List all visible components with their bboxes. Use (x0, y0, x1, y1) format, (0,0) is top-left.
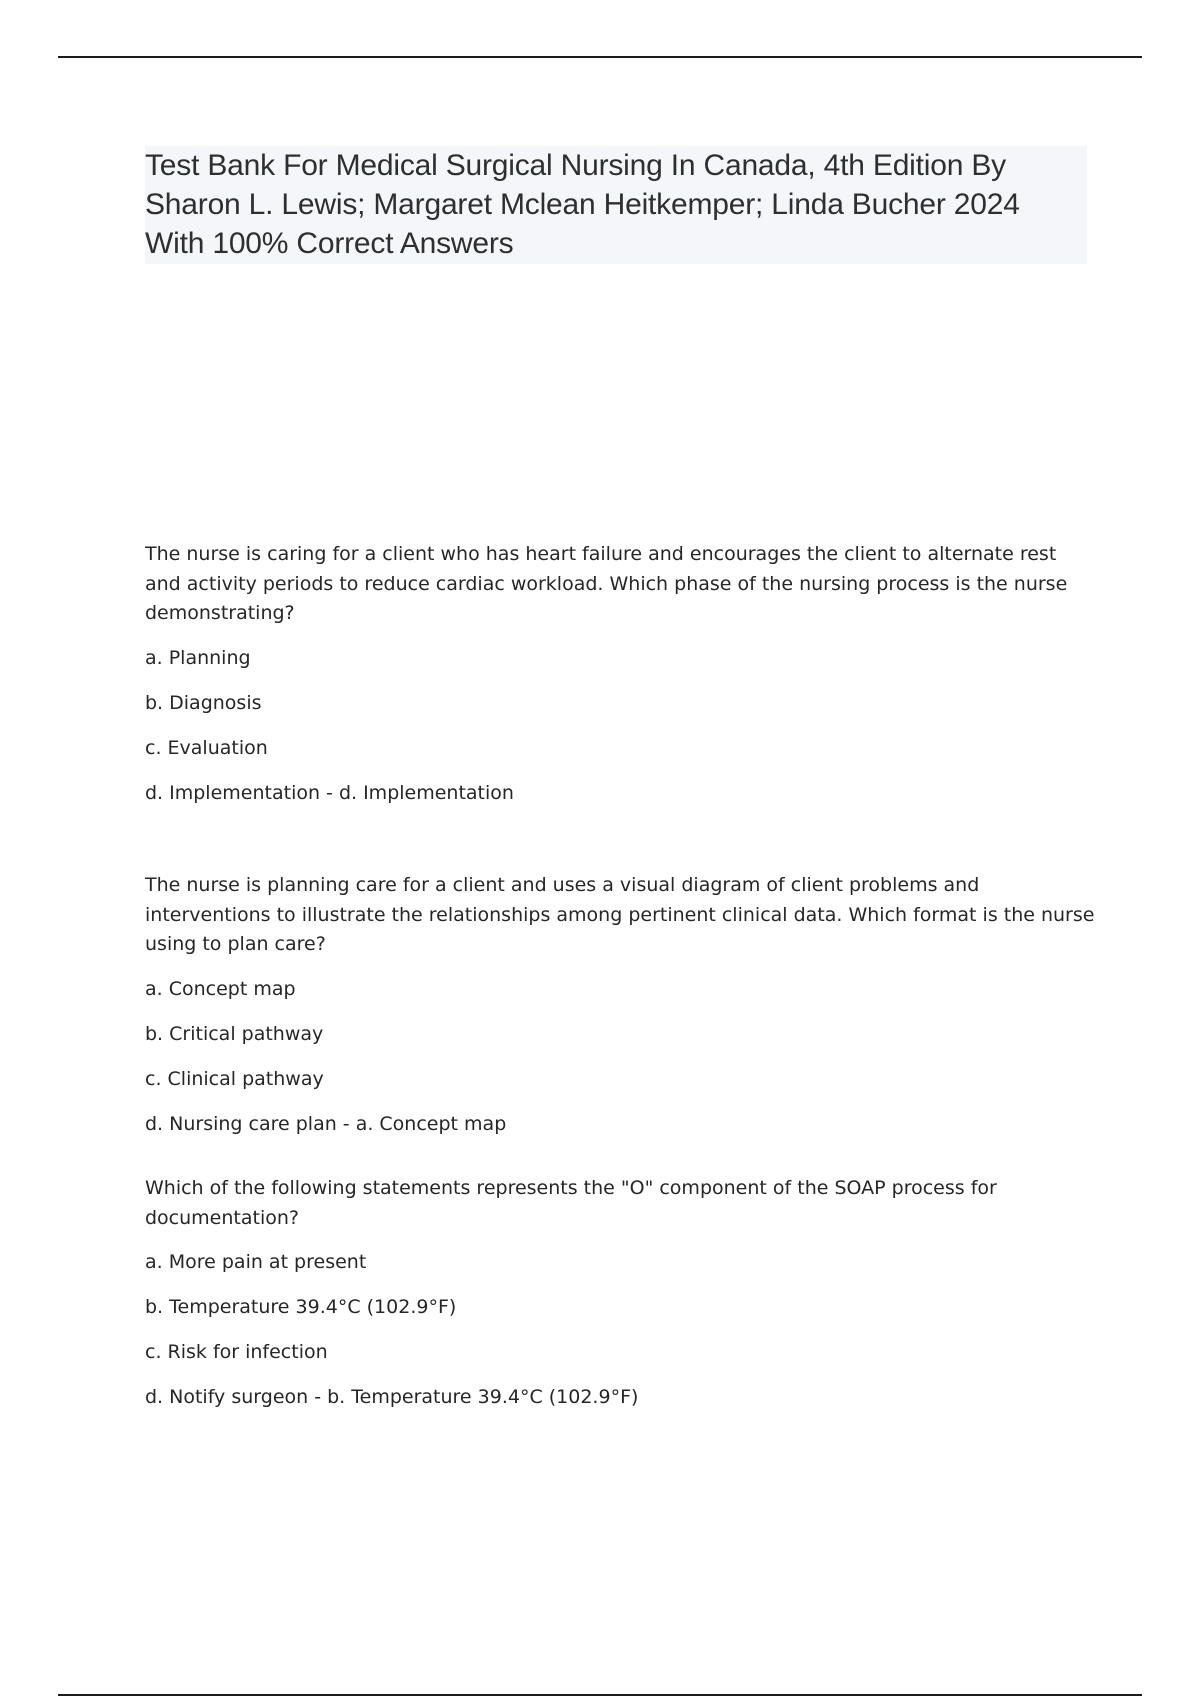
answer-option-d: d. Implementation - d. Implementation (145, 781, 514, 804)
answer-options (145, 644, 1095, 808)
question-3 (145, 1174, 1095, 1412)
answer-option-b: b. Temperature 39.4°C (102.9°F) (145, 1296, 457, 1318)
answer-options (145, 1248, 1095, 1412)
question-stem: The nurse is caring for a client who has heart failure and encourages the client to alternate rest and activity periods to reduce cardiac workload. Which phase of the nursing process is the nurse demonstrating? (145, 543, 1068, 624)
answer-option-c: c. Evaluation (145, 736, 268, 759)
answer-option-b: b. Diagnosis (145, 691, 262, 714)
answer-options (145, 975, 1095, 1139)
question-stem: The nurse is planning care for a client and uses a visual diagram of client problems and interventions to illustrate the relationships among pertinent clinical data. Which format is the nurse using to plan care? (145, 874, 1095, 955)
top-divider (58, 56, 1142, 58)
answer-option-c: c. Clinical pathway (145, 1067, 324, 1090)
question-stem: Which of the following statements represents the "O" component of the SOAP process for documentation? (145, 1177, 997, 1229)
answer-option-a: a. Planning (145, 646, 251, 669)
question-1 (145, 540, 1095, 808)
bottom-divider (58, 1694, 1142, 1696)
answer-option-c: c. Risk for infection (145, 1341, 328, 1363)
answer-option-a: a. More pain at present (145, 1251, 367, 1273)
answer-option-d: d. Nursing care plan - a. Concept map (145, 1112, 507, 1135)
question-2 (145, 871, 1095, 1139)
document-title: Test Bank For Medical Surgical Nursing In Canada, 4th Edition By Sharon L. Lewis; Margaret Mclean Heitkemper; Linda Bucher 2024 With 100% Correct Answers (145, 149, 1020, 260)
title-block (145, 146, 1087, 264)
answer-option-d: d. Notify surgeon - b. Temperature 39.4°C (102.9°F) (145, 1386, 639, 1408)
answer-option-a: a. Concept map (145, 977, 296, 1000)
answer-option-b: b. Critical pathway (145, 1022, 324, 1045)
